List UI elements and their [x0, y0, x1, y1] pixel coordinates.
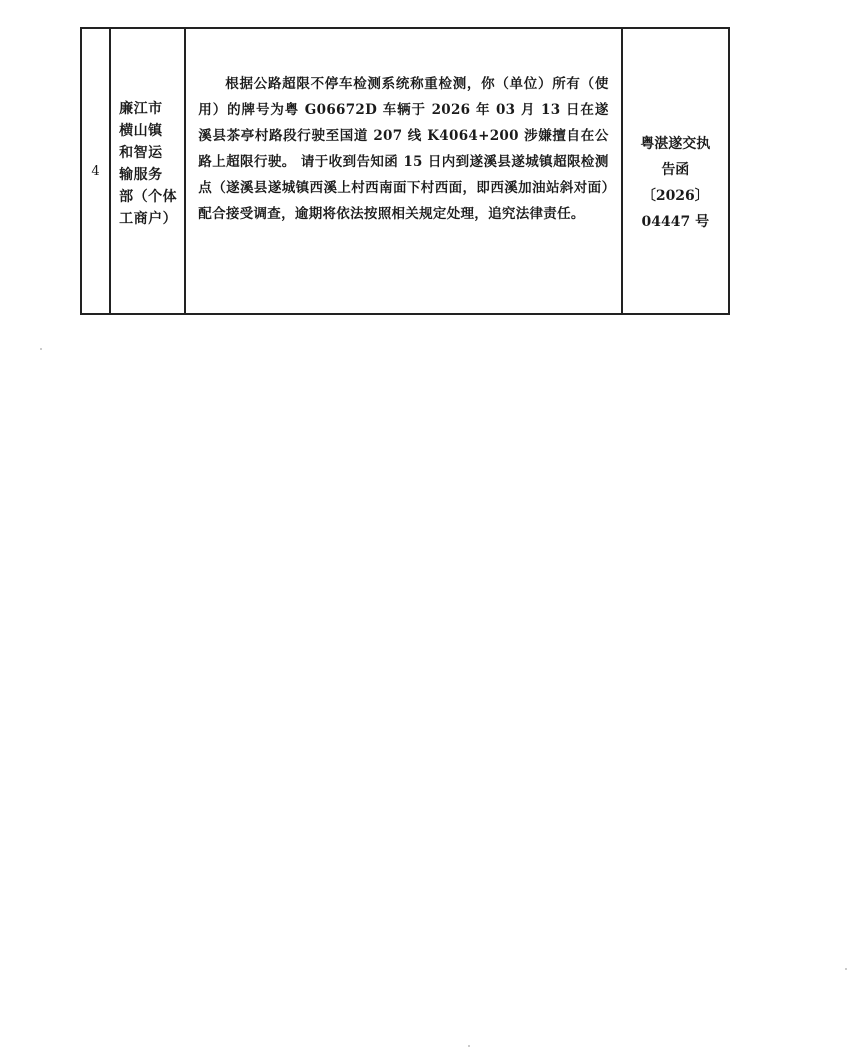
scan-speck — [40, 348, 42, 350]
table-row — [81, 28, 729, 314]
document-number-line-3: 〔2026〕 — [641, 188, 709, 204]
content-cell — [185, 28, 621, 314]
document-number-line-2: 告函 — [661, 162, 690, 178]
row-index: 4 — [91, 163, 100, 179]
document-number-line-1: 粤湛遂交执 — [640, 136, 711, 152]
party-cell — [110, 28, 185, 314]
document-number-line-4: 04447 号 — [641, 214, 710, 230]
party-name: 廉江市 横山镇 和智运 输服务 部（个体 工商户） — [119, 101, 178, 227]
scan-speck — [845, 968, 847, 970]
scan-speck — [468, 1045, 470, 1047]
notice-table — [80, 27, 730, 315]
row-index-cell — [81, 28, 110, 314]
document-number-cell — [622, 28, 729, 314]
notice-body-text: 根据公路超限不停车检测系统称重检测，你（单位）所有（使用）的牌号为粤 G06672D 车辆于 2026 年 03 月 13 日在遂溪县茶亭村路段行驶至国道 207 线 K4064+200 涉嫌擅自在公路上超限行驶。 请于收到告知函 15 日内到遂溪县遂城镇超限检测点（遂溪县遂城镇西溪上村西南面下村西面，即西溪加油站斜对面）配合接受调查，逾期将依法按照相关规定处理，追究法律责任。 — [198, 76, 609, 222]
